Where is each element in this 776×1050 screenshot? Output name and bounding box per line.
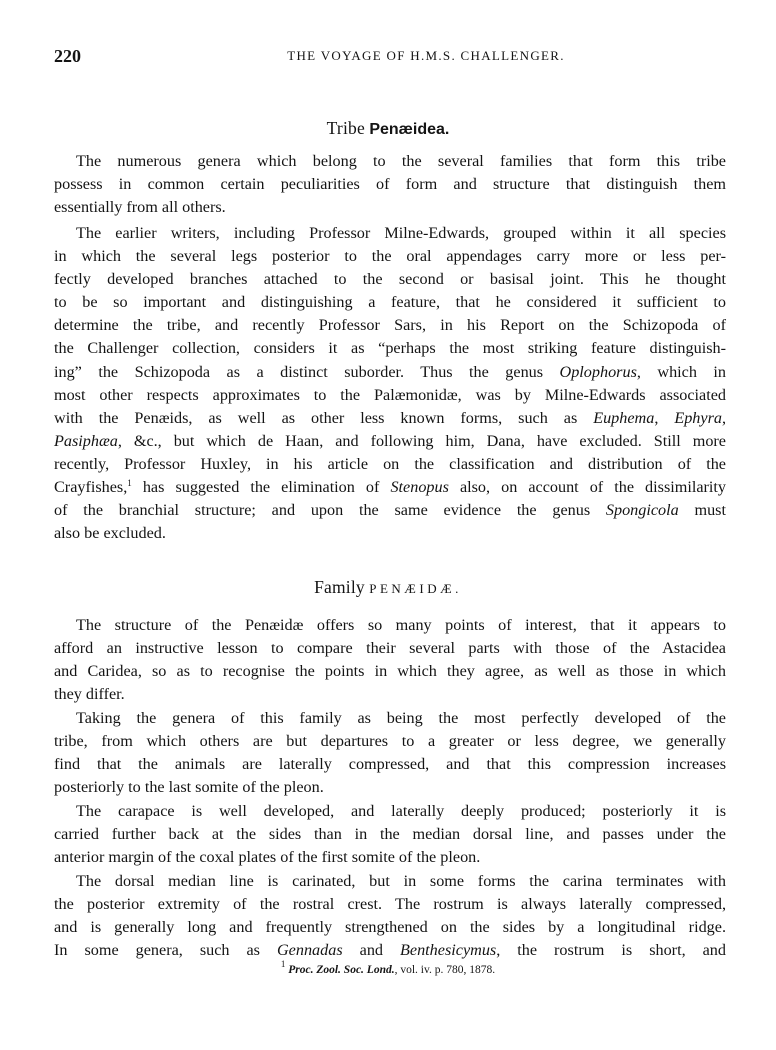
- footnote: $^1$ Proc. Zool. Soc. Lond., vol. iv. p. 780, 1878.: [280, 959, 496, 976]
- paragraph: The structure of the Penæidæ offers so many points of interest, that it appears to afford an instructive lesson to compare their several parts with those of the Astacidea and Caridea, so as to recognise the points in which they agree, as well as those in which they differ.: [54, 616, 726, 704]
- paragraph: The numerous genera which belong to the several families that form this tribe possess in common certain peculiarities of form and structure that distinguish them essentially from all others.: [54, 152, 726, 217]
- running-title: THE VOYAGE OF H.M.S. CHALLENGER.: [287, 48, 565, 63]
- paragraph: The earlier writers, including Professor Milne-Edwards, grouped within it all species in which the several legs posterior to the oral appendages carry more or less per- fectly developed branches attached to the second or basisal joint. This he thought to be so important and distinguishing a feature, that he considered it sufficient to determine the tribe, and recently Professor Sars, in his Report on the Schizopoda of the Challenger collection, considers it as “perhaps the most striking feature distinguish- ing” the Schizopoda as a distinct suborder. Thus the genus Oplophorus, which in most other respects approximates to the Palæmonidæ, was by Milne-Edwards associated with the Penæids, as well as other less known forms, such as Euphema, Ephyra, Pasiphæa, &c., but which de Haan, and following him, Dana, have excluded. Still more recently, Professor Huxley, in his article on the classification and distribution of the Crayfishes,$^1$ has suggested the elimination of Stenopus also, on account of the dissimilarity of the branchial structure; and upon the same evidence the genus Spongicola must also be excluded.: [54, 224, 727, 543]
- section-title-family: Family PENÆIDÆ.: [314, 577, 462, 597]
- paragraph: Taking the genera of this family as being the most perfectly developed of the tribe, from which others are but departures to a greater or less degree, we generally find that the animals are laterally compressed, and that this compression increases posteriorly to the last somite of the pleon.: [54, 709, 726, 797]
- page-header: [54, 46, 742, 66]
- section-title-tribe: Tribe Penæidea.: [326, 118, 450, 138]
- paragraph: The dorsal median line is carinated, but in some forms the carina terminates with the posterior extremity of the rostral crest. The rostrum is always laterally compressed, and is generally long and frequently strengthened on the sides by a longitudinal ridge. In some genera, such as Gennadas and Benthesicymus, the rostrum is short, and: [54, 872, 726, 960]
- page-number: 220: [54, 46, 81, 66]
- paragraph: The carapace is well developed, and laterally deeply produced; posteriorly it is carried further back at the sides than in the median dorsal line, and passes under the anterior margin of the coxal plates of the first somite of the pleon.: [54, 802, 726, 867]
